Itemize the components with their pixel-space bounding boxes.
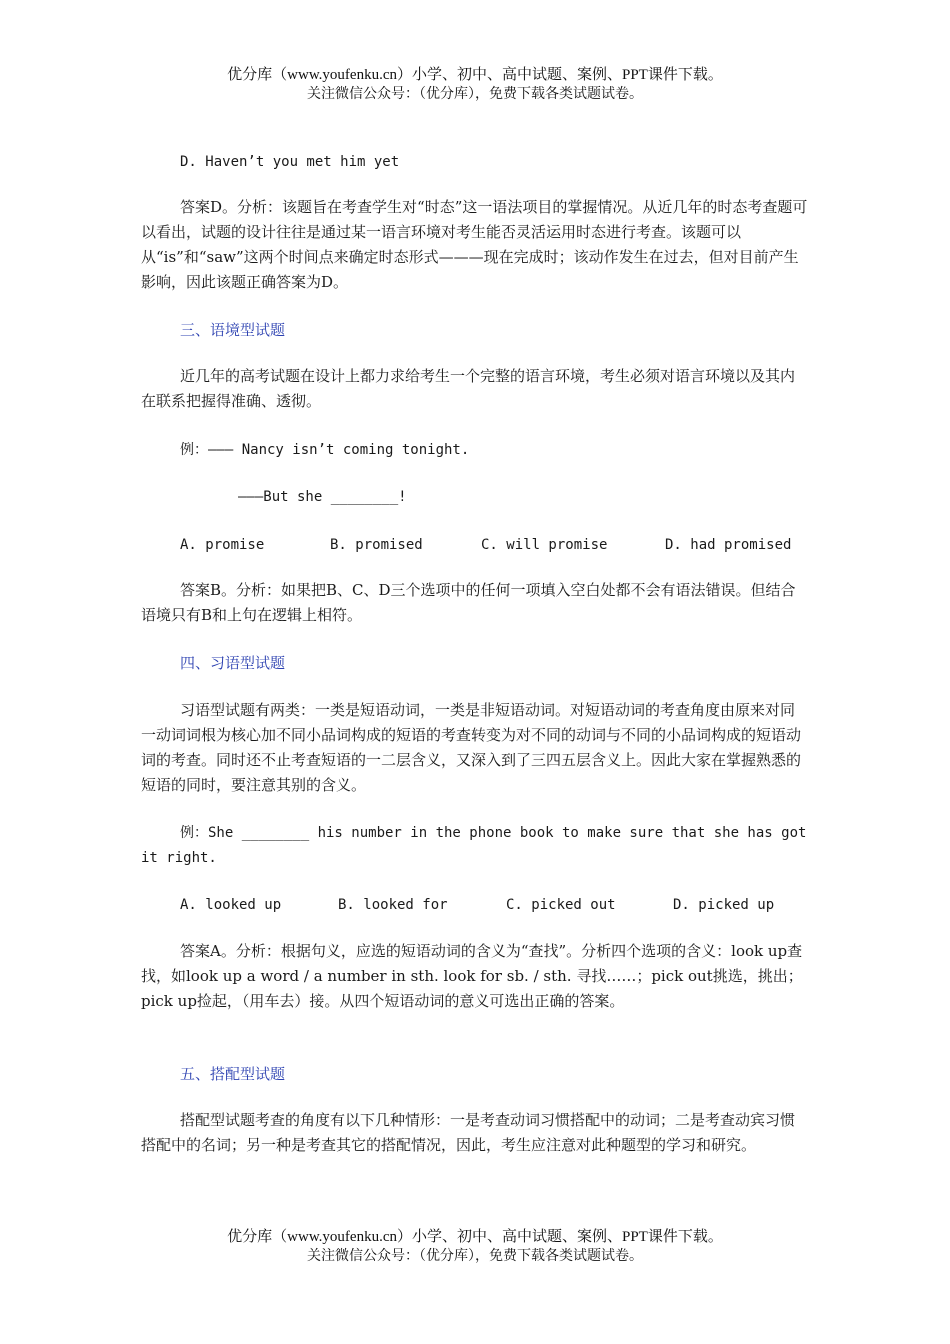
header-line-1: 优分库（www.youfenku.cn）小学、初中、高中试题、案例、PPT课件下载。 xyxy=(227,67,723,83)
section-5-intro: 搭配型试题考查的角度有以下几种情形：一是考查动词习惯搭配中的动词；二是考查动宾习惯搭配中的名词；另一种是考查其它的搭配情况，因此，考生应注意对此种题型的学习和研究。 xyxy=(141,1111,796,1154)
answer-1: 答案D。分析：该题旨在考查学生对“时态”这一语法项目的掌握情况。从近几年的时态考查题可以看出，试题的设计往往是通过某一语言环境对考生能否灵活运用时态进行考查。该题可以从“is”和“saw”这两个时间点来确定时态形式———现在完成时；该动作发生在过去，但对目前产生影响，因此该题正确答案为D。 xyxy=(141,198,808,291)
example-3-option-a: A. promise xyxy=(180,537,265,553)
answer-4: 答案A。分析：根据句义，应选的短语动词的含义为“查找”。分析四个选项的含义：look up查找，如look up a word / a number in sth. look for sb. / sth. 寻找……；pick out挑选，挑出；pick up捡起，（用车去）接。从四个短语动词的意义可选出正确的答案。 xyxy=(141,942,803,1010)
option-d-previous: D. Haven’t you met him yet xyxy=(180,154,400,170)
section-4-intro: 习语型试题有两类：一类是短语动词，一类是非短语动词。对短语动词的考查角度由原来对同一动词词根为核心加不同小品词构成的短语的考查转变为对不同的动词与不同的小品词构成的短语动词的考查。同时还不止考查短语的一二层含义，又深入到了三四五层含义上。因此大家在掌握熟悉的短语的同时，要注意其别的含义。 xyxy=(141,701,802,794)
section-3-intro: 近几年的高考试题在设计上都力求给考生一个完整的语言环境，考生必须对语言环境以及其内在联系把握得准确、透彻。 xyxy=(141,367,796,410)
example-4-option-d: D. picked up xyxy=(673,897,775,913)
section-4-title: 四、习语型试题 xyxy=(180,654,286,672)
footer-line-1: 优分库（www.youfenku.cn）小学、初中、高中试题、案例、PPT课件下载。 xyxy=(227,1229,723,1245)
section-5-title: 五、搭配型试题 xyxy=(180,1065,286,1083)
example-3-option-c: C. will promise xyxy=(481,537,608,553)
header-line-2: 关注微信公众号：（优分库），免费下载各类试题试卷。 xyxy=(307,87,643,102)
section-3-title: 三、语境型试题 xyxy=(180,321,286,339)
page-header xyxy=(0,66,950,104)
example-4: 例：She ________ his number in the phone book to make sure that she has got it right. xyxy=(141,825,807,866)
example-4-option-a: A. looked up xyxy=(180,897,282,913)
example-3-option-b: B. promised xyxy=(330,537,423,553)
page-footer xyxy=(0,1228,950,1266)
footer-line-2: 关注微信公众号：（优分库），免费下载各类试题试卷。 xyxy=(307,1249,643,1264)
example-3-option-d: D. had promised xyxy=(665,537,792,553)
example-4-option-b: B. looked for xyxy=(338,897,448,913)
example-3-line-1: 例：——— Nancy isn’t coming tonight. xyxy=(180,442,470,458)
example-4-option-c: C. picked out xyxy=(506,897,616,913)
answer-3: 答案B。分析：如果把B、C、D三个选项中的任何一项填入空白处都不会有语法错误。但结合语境只有B和上句在逻辑上相符。 xyxy=(141,581,796,624)
example-3-line-2: ———But she ________! xyxy=(238,489,407,505)
